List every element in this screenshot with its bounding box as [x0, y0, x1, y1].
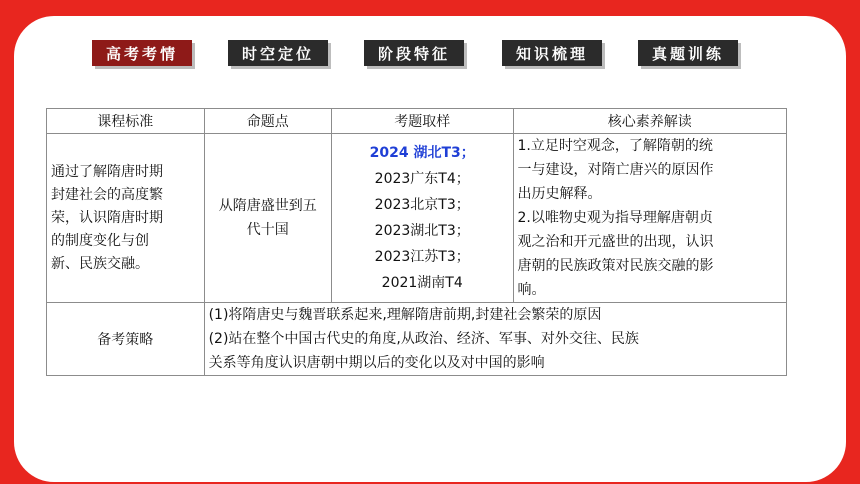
topic-line: 代十国	[246, 222, 289, 238]
topic-line: 从隋唐盛世到五	[218, 198, 317, 214]
strategy-label: 备考策略	[47, 303, 205, 376]
sample-item: 2023江苏T3；	[374, 249, 470, 265]
strategy-cell	[204, 303, 786, 376]
standard-line: 荣，认识隋唐时期	[51, 209, 163, 226]
tab-gaokao-kaoqing[interactable]: 高考考情	[92, 40, 192, 66]
course-standard-cell	[47, 134, 205, 303]
tab-shikong-dingwei[interactable]: 时空定位	[228, 40, 328, 66]
header-core-literacy: 核心素养解读	[513, 109, 786, 134]
strategy-line: 关系等角度认识唐朝中期以后的变化以及对中国的影响	[208, 355, 545, 371]
tab-zhenti-xunlian[interactable]: 真题训练	[638, 40, 738, 66]
core-line: 一与建设，对隋亡唐兴的原因作	[517, 162, 714, 178]
core-line: 2.以唯物史观为指导理解唐朝贞	[517, 210, 713, 226]
core-line: 出历史解释。	[517, 186, 602, 202]
core-line: 响。	[517, 282, 546, 298]
standard-line: 新、民族交融。	[51, 255, 149, 272]
header-samples: 考题取样	[331, 109, 513, 134]
tab-jieduan-tezheng[interactable]: 阶段特征	[364, 40, 464, 66]
core-line: 观之治和开元盛世的出现，认识	[517, 234, 714, 250]
samples-cell	[331, 134, 513, 303]
table-header-row	[47, 109, 787, 134]
exam-analysis-table	[46, 108, 787, 376]
sample-item: 2023广东T4；	[374, 171, 470, 187]
sample-item: 2021湖南T4	[381, 275, 463, 291]
table-row	[47, 134, 787, 303]
tab-zhishi-shuli[interactable]: 知识梳理	[502, 40, 602, 66]
table-row	[47, 303, 787, 376]
header-course-standard: 课程标准	[47, 109, 205, 134]
core-line: 唐朝的民族政策对民族交融的影	[517, 258, 714, 274]
strategy-line: (1)将隋唐史与魏晋联系起来,理解隋唐前期,封建社会繁荣的原因	[208, 307, 602, 323]
section-tabs	[0, 40, 860, 66]
core-line: 1.立足时空观念，了解隋朝的统	[517, 138, 713, 154]
strategy-line: (2)站在整个中国古代史的角度,从政治、经济、军事、对外交往、民族	[208, 331, 639, 347]
standard-line: 通过了解隋唐时期	[51, 163, 163, 180]
standard-line: 的制度变化与创	[51, 232, 149, 249]
topic-cell	[204, 134, 331, 303]
core-literacy-cell	[513, 134, 786, 303]
sample-item: 2023北京T3；	[374, 197, 470, 213]
sample-item: 2023湖北T3；	[374, 223, 470, 239]
standard-line: 封建社会的高度繁	[51, 186, 163, 203]
header-topic: 命题点	[204, 109, 331, 134]
sample-highlight: 2024 湖北T3；	[369, 145, 475, 161]
